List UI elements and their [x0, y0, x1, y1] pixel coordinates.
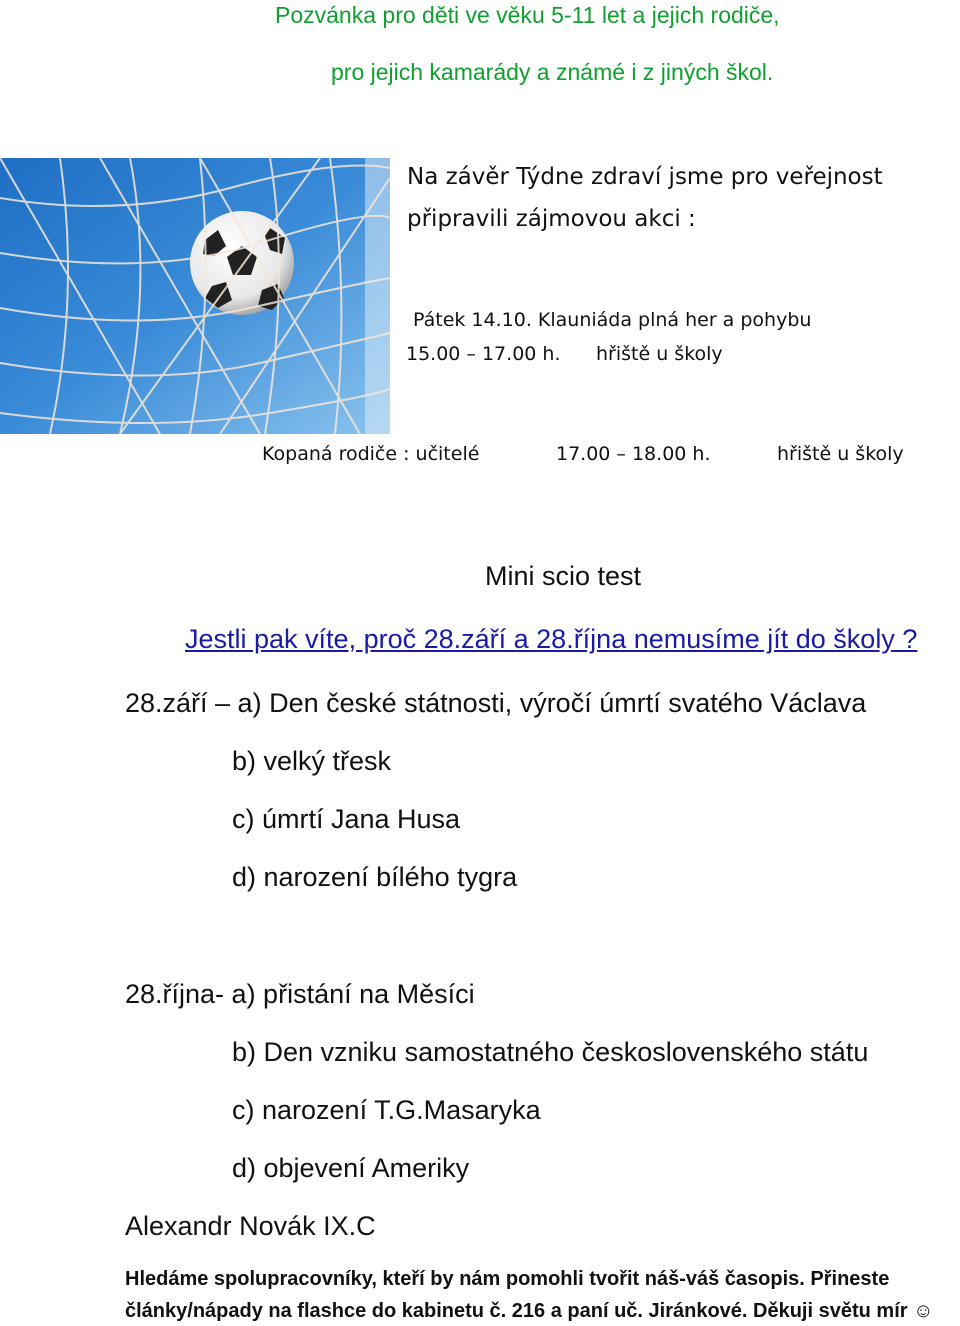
header-line-1: Pozvánka pro děti ve věku 5-11 let a jejich rodiče,: [275, 2, 780, 28]
quiz-question-link[interactable]: Jestli pak víte, proč 28.září a 28.října nemusíme jít do školy ?: [185, 624, 918, 654]
header-line-2: pro jejich kamarády a známé i z jiných škol.: [331, 59, 774, 85]
event1-time: 15.00 – 17.00 h.: [406, 343, 561, 365]
event1-title: Pátek 14.10. Klauniáda plná her a pohybu: [413, 309, 812, 331]
event1-place: hřiště u školy: [596, 343, 723, 365]
footer-line-1: Hledáme spolupracovníky, kteří by nám pomohli tvořit náš-váš časopis. Přineste: [125, 1268, 890, 1290]
q1-option-c: c) úmrtí Jana Husa: [232, 804, 461, 834]
q2-option-c: c) narození T.G.Masaryka: [232, 1095, 541, 1125]
quiz-heading: Mini scio test: [485, 561, 642, 591]
q2-option-d: d) objevení Ameriky: [232, 1153, 470, 1183]
q1-lead: 28.září – a) Den české státnosti, výročí úmrtí svatého Václava: [125, 688, 867, 718]
event2-time: 17.00 – 18.00 h.: [556, 443, 711, 465]
footer-line-2-text: články/nápady na flashce do kabinetu č. 216 a paní uč. Jiránkové. Děkuji světu mír: [125, 1300, 908, 1322]
q2-option-b: b) Den vzniku samostatného československého státu: [232, 1037, 869, 1067]
q1-option-d: d) narození bílého tygra: [232, 862, 518, 892]
event2-place: hřiště u školy: [777, 443, 904, 465]
footer-line-2: [125, 1300, 934, 1323]
author-signature: Alexandr Novák IX.C: [125, 1211, 376, 1241]
intro-line-1: Na závěr Týdne zdraví jsme pro veřejnost: [407, 164, 883, 190]
q2-lead: 28.října- a) přistání na Měsíci: [125, 979, 475, 1009]
smiley-face-icon: ☺: [913, 1300, 934, 1322]
intro-line-2: připravili zájmovou akci :: [407, 206, 696, 232]
event2-title: Kopaná rodiče : učitelé: [262, 443, 480, 465]
q1-option-b: b) velký třesk: [232, 746, 392, 776]
soccer-ball-in-net-photo: [0, 158, 390, 434]
